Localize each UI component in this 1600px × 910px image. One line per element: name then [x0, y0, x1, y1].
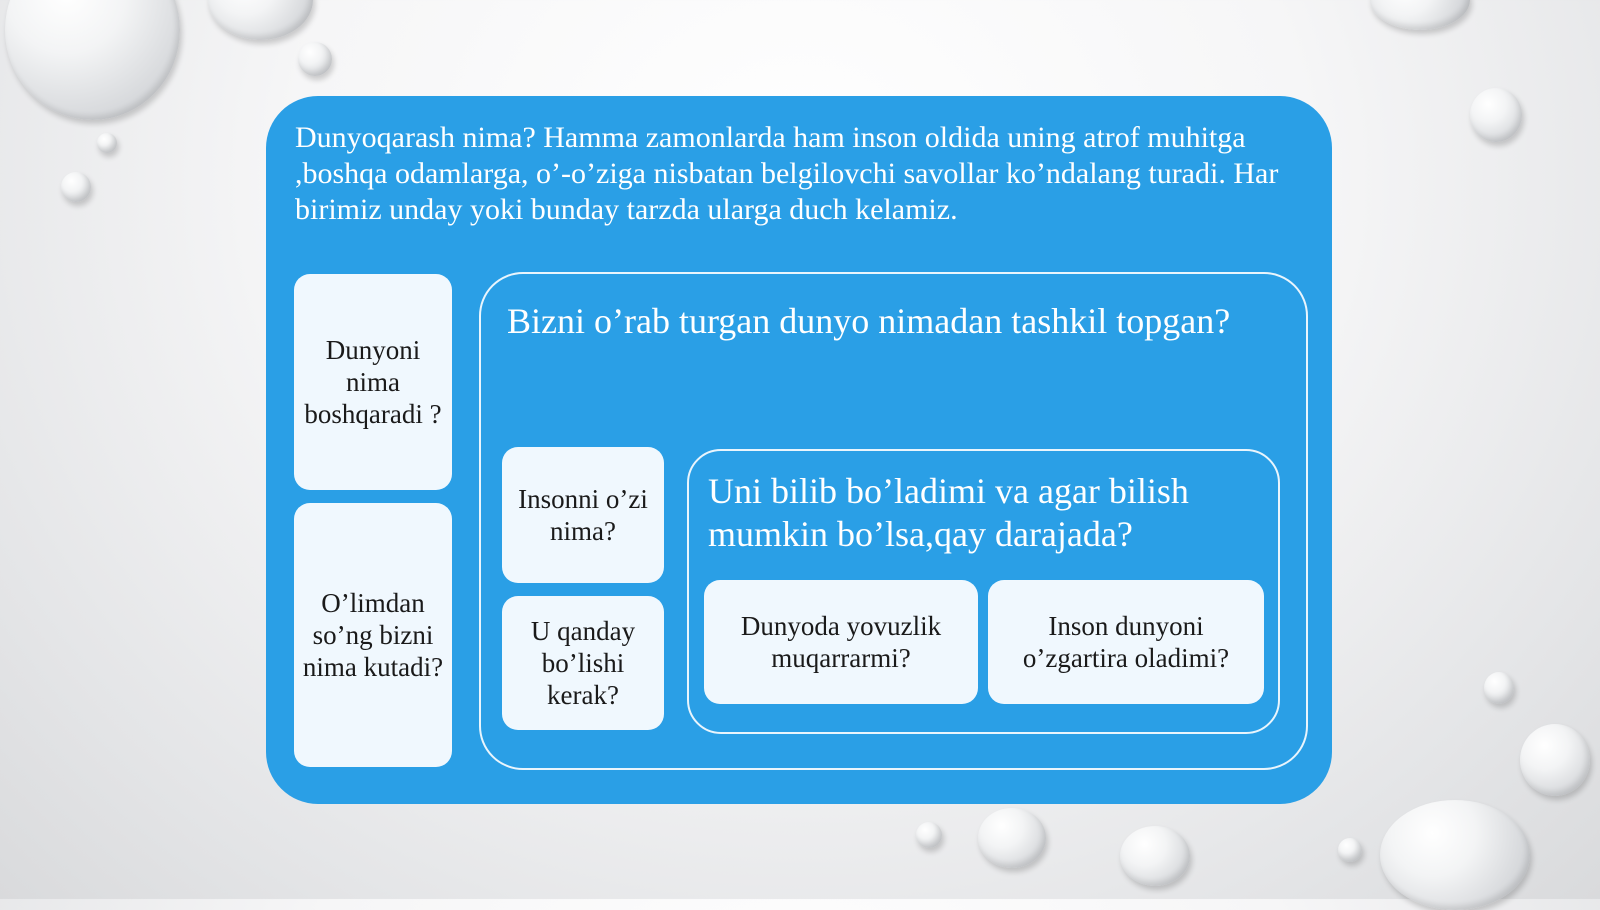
water-drop-decoration — [298, 42, 332, 76]
water-drop-decoration — [1380, 800, 1530, 910]
water-drop-decoration — [1120, 826, 1190, 886]
water-drop-decoration — [1470, 88, 1522, 142]
water-drop-decoration — [208, 0, 313, 40]
inner-frame-title: Uni bilib bo’ladimi va agar bilish mumkin bo’lsa,qay darajada? — [708, 471, 1189, 554]
water-drop-decoration — [1370, 0, 1470, 30]
water-drop-decoration — [97, 133, 117, 153]
water-drop-decoration — [916, 822, 942, 848]
inner-box-change-world: Inson dunyoni o’zgartira oladimi? — [988, 580, 1264, 704]
water-drop-decoration — [1520, 724, 1590, 796]
middle-box-how-should-be: U qanday bo’lishi kerak? — [502, 596, 664, 730]
water-drop-decoration — [61, 172, 91, 202]
inner-box-evil-inevitable: Dunyoda yovuzlik muqarrarmi? — [704, 580, 978, 704]
water-drop-decoration — [1484, 672, 1514, 704]
water-drop-decoration — [1338, 838, 1362, 862]
middle-frame-title: Bizni o’rab turgan dunyo nimadan tashkil topgan? — [507, 301, 1231, 341]
middle-box-what-is-human: Insonni o’zi nima? — [502, 447, 664, 583]
water-drop-decoration — [978, 808, 1046, 868]
water-drop-decoration — [5, 0, 180, 120]
intro-text: Dunyoqarash nima? Hamma zamonlarda ham inson oldida uning atrof muhitga ,boshqa odamlarga, o’-o’ziga nisbatan belgilovchi savollar ko’ndalang turadi. Har birimiz unday yoki bunday tarzda ularga duch kelamiz. — [295, 121, 1279, 226]
left-box-world-control: Dunyoni nima boshqaradi ? — [294, 274, 452, 490]
left-box-after-death: O’limdan so’ng bizni nima kutadi? — [294, 503, 452, 767]
